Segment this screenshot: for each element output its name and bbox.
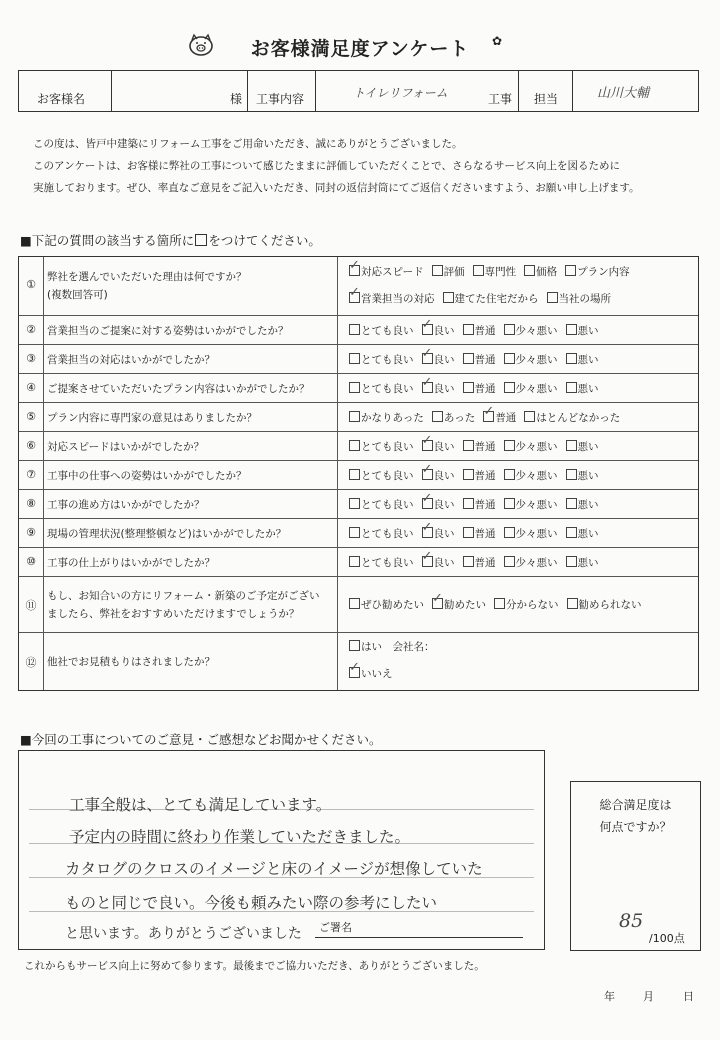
question-text: [47, 351, 215, 369]
options-line: [349, 468, 607, 483]
score-question-line: 何点ですか？: [599, 820, 672, 834]
checkbox-icon: [463, 440, 474, 451]
question-text: [47, 554, 215, 572]
checkbox-icon: [463, 527, 474, 538]
option-checkbox[interactable]: [494, 597, 559, 612]
option-checkbox[interactable]: [432, 264, 465, 279]
question-text-line: ご提案させていただいたプラン内容はいかがでしたか？: [47, 382, 310, 395]
question-text-line: 対応スピードはいかがでしたか？: [47, 440, 205, 453]
question-text-line: プラン内容に専門家の意見はありましたか？: [47, 411, 257, 424]
question-text: [47, 525, 286, 543]
option-checkbox[interactable]: [349, 381, 414, 396]
date-year: 年: [604, 990, 615, 1003]
options-line: [349, 439, 607, 454]
option-checkbox[interactable]: [524, 410, 620, 425]
option-label: 分からない: [506, 599, 559, 611]
option-label: 少々悪い: [515, 556, 558, 569]
question-number: ⑤: [26, 409, 36, 423]
checkbox-icon: [524, 411, 535, 422]
option-label: 少々悪い: [515, 324, 558, 337]
intro-line-2: このアンケートは、お客様に弊社の工事について感じたままに評価していただくことで、さらなるサービス向上を図るために: [33, 160, 620, 172]
option-label: とても良い: [361, 353, 414, 366]
survey-row: [19, 460, 698, 490]
options-line: [349, 352, 607, 367]
option-label: とても良い: [361, 382, 414, 395]
option-checkbox[interactable]: [463, 439, 496, 454]
option-checkbox[interactable]: [349, 410, 424, 425]
option-label: 普通: [474, 498, 496, 511]
option-checkbox[interactable]: [463, 555, 496, 570]
checkbox-icon: [524, 265, 535, 276]
option-label: 営業担当の対応: [361, 292, 435, 305]
survey-row: [19, 431, 698, 461]
checkbox-icon: [504, 498, 515, 509]
option-checkbox[interactable]: [547, 291, 612, 306]
survey-row: [19, 315, 698, 345]
option-checkbox[interactable]: [566, 555, 599, 570]
option-label: 悪い: [577, 527, 599, 540]
option-label: 良い: [433, 324, 455, 337]
option-checkbox[interactable]: [566, 497, 599, 512]
option-checkbox[interactable]: [349, 291, 435, 306]
checkbox-icon: [349, 411, 360, 422]
option-label: 悪い: [577, 440, 599, 453]
option-checkbox[interactable]: [349, 555, 414, 570]
option-label: 悪い: [577, 324, 599, 337]
option-label: 普通: [474, 440, 496, 453]
option-checkbox[interactable]: [504, 468, 558, 483]
score-box: [570, 781, 701, 951]
checkbox-icon: [349, 265, 360, 276]
checkbox-icon: [566, 324, 577, 335]
option-checkbox[interactable]: [349, 497, 414, 512]
checkbox-icon: [463, 382, 474, 393]
options-line: [349, 381, 607, 396]
option-checkbox[interactable]: [422, 468, 455, 483]
question-text: [47, 438, 204, 456]
survey-row: [19, 344, 698, 374]
option-checkbox[interactable]: [566, 439, 599, 454]
option-label: 普通: [495, 411, 517, 424]
option-checkbox[interactable]: [349, 597, 424, 612]
checkbox-icon: [422, 353, 433, 364]
option-checkbox[interactable]: [422, 439, 455, 454]
signature-line: [315, 937, 523, 938]
work-suffix: 工事: [488, 92, 513, 106]
survey-row: [19, 518, 698, 548]
option-label: 普通: [474, 556, 496, 569]
option-checkbox[interactable]: [349, 439, 414, 454]
comment-line: ものと同じで良い。今後も頼みたい際の参考にしたい: [65, 894, 438, 912]
intro-line-1: この度は、皆戸中建築にリフォーム工事をご用命いただき、誠にありがとうございました。: [33, 138, 463, 150]
checkbox-icon: [349, 667, 360, 678]
option-checkbox[interactable]: [463, 323, 496, 338]
checkbox-icon: [349, 640, 360, 651]
question-text-line: 営業担当の対応はいかがでしたか？: [47, 353, 215, 366]
checkbox-icon: [504, 324, 515, 335]
question-text-line: もし、お知合いの方にリフォーム・新築のご予定がござい: [47, 590, 320, 602]
option-label: 悪い: [577, 498, 599, 511]
option-label: とても良い: [361, 324, 414, 337]
date-month: 月: [643, 990, 654, 1003]
checkbox-icon: [566, 353, 577, 364]
option-label: 普通: [474, 527, 496, 540]
checkbox-icon: [443, 292, 454, 303]
option-label: 普通: [474, 382, 496, 395]
option-label: はとんどなかった: [536, 411, 621, 424]
option-label: あった: [443, 411, 476, 424]
sama-label: 様: [230, 92, 243, 106]
option-checkbox[interactable]: [349, 264, 424, 279]
checkbox-icon: [504, 469, 515, 480]
question-number: ⑪: [25, 599, 37, 612]
checkbox-icon: [422, 556, 433, 567]
instruction: [20, 231, 321, 249]
checkbox-icon: [463, 353, 474, 364]
option-label: 良い: [433, 527, 455, 540]
option-label: 勧められない: [578, 599, 642, 611]
staff-label: 担当: [534, 92, 559, 106]
options-line: [349, 526, 607, 541]
option-checkbox[interactable]: [463, 381, 496, 396]
score-question: [571, 794, 700, 838]
option-label: 対応スピード: [361, 265, 424, 278]
survey-row: [19, 632, 698, 690]
score-suffix: /100点: [649, 932, 685, 945]
checkbox-icon: [473, 265, 484, 276]
options-line: [349, 639, 443, 654]
option-label: 良い: [433, 498, 455, 511]
checkbox-icon: [566, 469, 577, 480]
option-checkbox[interactable]: [566, 468, 599, 483]
checkbox-icon: [349, 292, 360, 303]
comment-line: と思います。ありがとうございました: [65, 926, 302, 942]
option-checkbox[interactable]: [504, 526, 558, 541]
comment-heading: ■今回の工事についてのご意見・ご感想などお聞かせください。: [20, 732, 382, 747]
instruction-pre: ■下記の質問の該当する箇所に: [20, 233, 195, 248]
customer-label: お客様名: [37, 92, 86, 106]
option-label: 少々悪い: [515, 527, 558, 540]
survey-row: [19, 547, 698, 577]
checkbox-icon: [422, 498, 433, 509]
option-checkbox[interactable]: [422, 497, 455, 512]
checkbox-icon: [504, 556, 515, 567]
checkbox-icon: [483, 411, 494, 422]
checkbox-icon: [432, 265, 443, 276]
option-label: 良い: [433, 556, 455, 569]
question-text: [47, 587, 319, 623]
question-number: ②: [26, 322, 36, 336]
question-text: [47, 322, 289, 340]
question-number: ⑦: [26, 467, 36, 481]
checkbox-icon: [463, 324, 474, 335]
checkbox-icon: [504, 382, 515, 393]
intro-line-3: 実施しております。ぜひ、率直なご意見をご記入いただき、同封の返信封筒にてご返信くださいますよう、お願い申し上げます。: [33, 182, 640, 194]
work-value: トイレリフォーム: [353, 86, 448, 100]
option-checkbox[interactable]: [349, 323, 414, 338]
options-line: [349, 264, 638, 279]
option-label: 悪い: [577, 382, 599, 395]
option-checkbox[interactable]: [463, 526, 496, 541]
checkbox-icon: [566, 556, 577, 567]
checkbox-icon: [463, 498, 474, 509]
option-label: 良い: [433, 469, 455, 482]
survey-row: [19, 489, 698, 519]
checkbox-icon: [504, 353, 515, 364]
score-question-line: 総合満足度は: [599, 798, 672, 812]
comment-line: 工事全般は、とても満足しています。: [69, 796, 332, 814]
comment-line: 予定内の時間に終わり作業していただきました。: [69, 828, 411, 846]
question-text-line: 工事の仕上がりはいかがでしたか？: [47, 556, 215, 569]
work-label: 工事内容: [256, 92, 305, 106]
checkbox-icon: [349, 382, 360, 393]
option-label: ぜひ勧めたい: [361, 599, 424, 611]
checkbox-icon: [422, 382, 433, 393]
option-label: 少々悪い: [515, 469, 558, 482]
checkbox-icon: [494, 598, 505, 609]
option-checkbox[interactable]: [432, 597, 486, 612]
checkbox-icon: [567, 598, 578, 609]
checkbox-icon: [565, 265, 576, 276]
checkbox-icon: [349, 527, 360, 538]
checkbox-icon: [422, 469, 433, 480]
option-checkbox[interactable]: [504, 381, 558, 396]
question-text-line: 工事中の仕事への姿勢はいかがでしたか？: [47, 469, 247, 482]
question-text: [47, 268, 247, 304]
options-line: [349, 291, 619, 306]
checkbox-icon: [349, 598, 360, 609]
option-label: 専門性: [484, 265, 517, 278]
survey-row: [19, 576, 698, 633]
option-label: かなりあった: [361, 411, 424, 424]
option-label: とても良い: [361, 556, 414, 569]
option-label: とても良い: [361, 527, 414, 540]
option-checkbox[interactable]: [349, 352, 414, 367]
option-label: 当社の場所: [558, 292, 611, 305]
comment-line: カタログのクロスのイメージと床のイメージが想像していた: [65, 860, 483, 878]
question-text: [47, 467, 247, 485]
question-text: [47, 496, 205, 514]
signature-label: ご署名: [319, 921, 352, 934]
question-number: ⑫: [25, 655, 37, 669]
checkbox-icon: [422, 527, 433, 538]
question-number: ⑧: [26, 496, 36, 510]
option-checkbox[interactable]: [349, 639, 435, 654]
option-checkbox[interactable]: [443, 291, 539, 306]
option-label: 悪い: [577, 353, 599, 366]
option-label: 少々悪い: [515, 498, 558, 511]
question-number: ③: [26, 351, 36, 365]
checkbox-icon: [349, 556, 360, 567]
survey-table: [18, 256, 699, 691]
option-checkbox[interactable]: [524, 264, 557, 279]
question-text-line: 弊社を選んでいただいた理由は何ですか？: [47, 271, 247, 283]
options-line: [349, 410, 628, 425]
option-checkbox[interactable]: [566, 381, 599, 396]
checkbox-icon: [547, 292, 558, 303]
option-checkbox[interactable]: [422, 352, 455, 367]
question-number: ⑩: [26, 554, 36, 568]
option-checkbox[interactable]: [422, 381, 455, 396]
question-text-line: ましたら、弊社をおすすめいただけますでしょうか？: [47, 608, 300, 620]
checkbox-icon: [566, 440, 577, 451]
checkbox-icon: [566, 382, 577, 393]
options-line: [349, 323, 607, 338]
question-text: [47, 653, 215, 671]
option-label: 価格: [536, 265, 558, 278]
option-checkbox[interactable]: [349, 526, 414, 541]
survey-row: [19, 402, 698, 432]
option-checkbox[interactable]: [567, 597, 642, 612]
option-checkbox[interactable]: [566, 352, 599, 367]
survey-row: [19, 257, 698, 315]
date-day: 日: [683, 990, 694, 1003]
option-checkbox[interactable]: [422, 526, 455, 541]
checkbox-icon: [463, 556, 474, 567]
question-number: ⑨: [26, 525, 36, 539]
checkbox-icon: [349, 469, 360, 480]
score-value: 85: [619, 910, 644, 932]
page-title: お客様満足度アンケート: [250, 38, 470, 60]
checkbox-icon: [504, 527, 515, 538]
options-line: [349, 555, 607, 570]
option-checkbox[interactable]: [432, 410, 475, 425]
option-label: 勧めたい: [444, 599, 486, 611]
question-number: ④: [26, 380, 36, 394]
checkbox-icon: [422, 324, 433, 335]
option-checkbox[interactable]: [463, 497, 496, 512]
option-label: 少々悪い: [515, 440, 558, 453]
option-checkbox[interactable]: [504, 323, 558, 338]
question-text-line: 他社でお見積もりはされましたか？: [47, 655, 215, 668]
staff-value: 山川大輔: [597, 86, 650, 101]
option-label: とても良い: [361, 440, 414, 453]
checkbox-icon: [349, 440, 360, 451]
option-checkbox[interactable]: [463, 352, 496, 367]
checkbox-icon: [432, 411, 443, 422]
option-label: 良い: [433, 353, 455, 366]
checkbox-icon: [566, 527, 577, 538]
option-checkbox[interactable]: [565, 264, 630, 279]
header-table: [18, 70, 699, 112]
option-label: 建てた住宅だから: [454, 292, 539, 305]
option-label: とても良い: [361, 469, 414, 482]
option-label: 普通: [474, 324, 496, 337]
survey-row: [19, 373, 698, 403]
option-label: とても良い: [361, 498, 414, 511]
option-label: いいえ: [361, 668, 393, 681]
option-label: プラン内容: [577, 265, 630, 278]
comment-box: [18, 750, 545, 950]
option-label: 良い: [433, 440, 455, 453]
option-checkbox[interactable]: [504, 555, 558, 570]
question-number: ①: [26, 278, 36, 291]
option-label: 悪い: [577, 469, 599, 482]
option-checkbox[interactable]: [504, 497, 558, 512]
option-label: 少々悪い: [515, 353, 558, 366]
option-checkbox[interactable]: [504, 352, 558, 367]
checkbox-icon: [195, 234, 207, 246]
option-checkbox[interactable]: [504, 439, 558, 454]
option-checkbox[interactable]: [349, 666, 393, 681]
question-text: [47, 380, 310, 398]
option-label: 良い: [433, 382, 455, 395]
option-checkbox[interactable]: [483, 410, 516, 425]
option-label: 評価: [443, 265, 465, 278]
checkbox-icon: [566, 498, 577, 509]
bee-icon: ✿: [492, 34, 503, 48]
question-text-line: 現場の管理状況(整理整頓など)はいかがでしたか？: [47, 527, 287, 540]
option-label: 普通: [474, 469, 496, 482]
checkbox-icon: [422, 440, 433, 451]
options-line: [349, 666, 401, 681]
footer-text: これからもサービス向上に努めて参ります。最後までご協力いただき、ありがとうございました。: [24, 960, 485, 972]
options-line: [349, 597, 650, 612]
option-label: 少々悪い: [515, 382, 558, 395]
option-checkbox[interactable]: [463, 468, 496, 483]
question-number: ⑥: [26, 438, 36, 452]
question-text: [47, 409, 257, 427]
option-checkbox[interactable]: [422, 555, 455, 570]
option-checkbox[interactable]: [349, 468, 414, 483]
option-label: 普通: [474, 353, 496, 366]
instruction-post: をつけてください。: [208, 233, 321, 248]
option-label: はい 会社名：: [361, 641, 435, 654]
checkbox-icon: [432, 598, 443, 609]
question-text-line: 工事の進め方はいかがでしたか？: [47, 498, 205, 511]
checkbox-icon: [349, 353, 360, 364]
option-label: 悪い: [577, 556, 599, 569]
option-checkbox[interactable]: [473, 264, 517, 279]
question-text-line: (複数回答可): [47, 289, 108, 301]
checkbox-icon: [349, 324, 360, 335]
checkbox-icon: [463, 469, 474, 480]
checkbox-icon: [504, 440, 515, 451]
option-checkbox[interactable]: [566, 323, 599, 338]
option-checkbox[interactable]: [422, 323, 455, 338]
question-text-line: 営業担当のご提案に対する姿勢はいかがでしたか？: [47, 324, 289, 337]
options-line: [349, 497, 607, 512]
option-checkbox[interactable]: [566, 526, 599, 541]
checkbox-icon: [349, 498, 360, 509]
